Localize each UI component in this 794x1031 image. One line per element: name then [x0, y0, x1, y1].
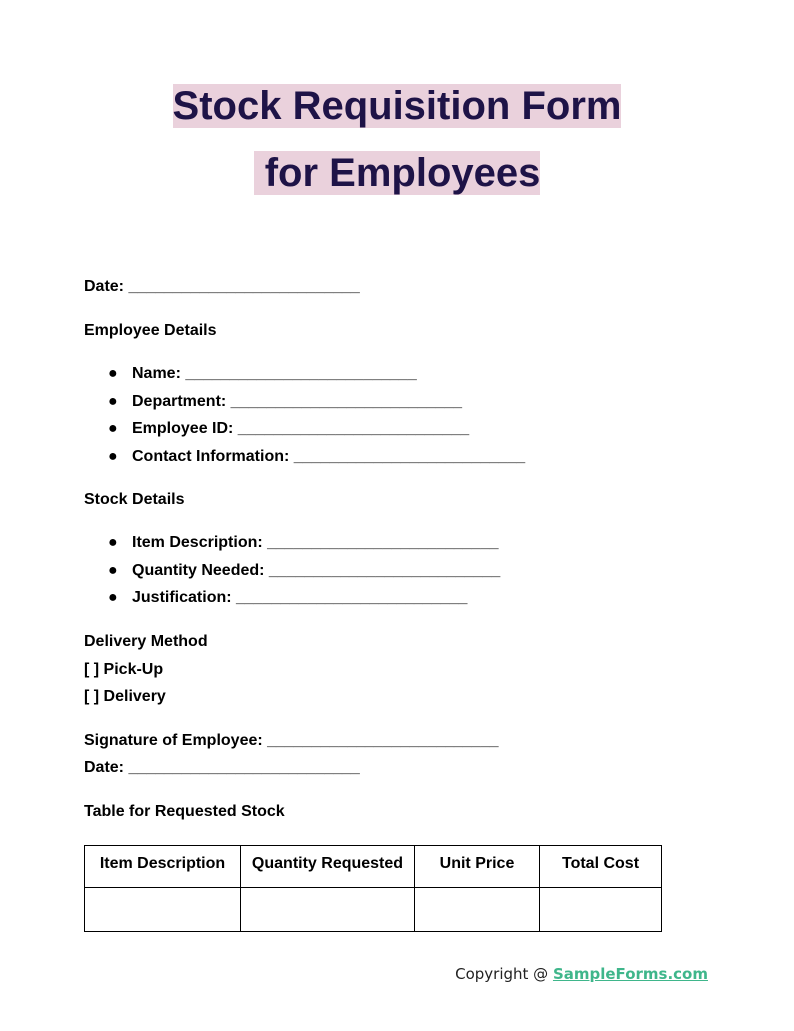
table-heading: Table for Requested Stock — [84, 803, 285, 820]
contact-information-field[interactable]: Contact Information: __________________________ — [132, 448, 526, 465]
table-cell[interactable] — [241, 888, 415, 932]
signature-field[interactable]: Signature of Employee: __________________________ — [84, 732, 499, 749]
copyright-footer — [455, 965, 708, 983]
item-description-field[interactable]: Item Description: __________________________ — [132, 534, 499, 551]
column-header: Quantity Requested — [241, 846, 415, 888]
justification-field[interactable]: Justification: __________________________ — [132, 589, 468, 606]
bullet-icon: ● — [108, 393, 118, 410]
bullet-icon: ● — [108, 448, 118, 465]
date-field-bottom[interactable]: Date: __________________________ — [84, 759, 360, 776]
column-header: Total Cost — [540, 846, 662, 888]
bullet-icon: ● — [108, 534, 118, 551]
table-cell[interactable] — [415, 888, 540, 932]
table-row — [85, 888, 662, 932]
sampleforms-link[interactable]: SampleForms.com — [552, 965, 708, 983]
quantity-needed-field[interactable]: Quantity Needed: __________________________ — [132, 562, 501, 579]
delivery-checkbox[interactable]: [ ] Delivery — [84, 688, 166, 705]
stock-details-heading: Stock Details — [84, 491, 185, 508]
column-header: Unit Price — [415, 846, 540, 888]
delivery-method-heading: Delivery Method — [84, 633, 208, 650]
employee-id-field[interactable]: Employee ID: __________________________ — [132, 420, 470, 437]
bullet-icon: ● — [108, 365, 118, 382]
table-header-row — [85, 846, 662, 888]
department-field[interactable]: Department: __________________________ — [132, 393, 463, 410]
form-title-line-1: Stock Requisition Form — [172, 84, 622, 128]
table-cell[interactable] — [85, 888, 241, 932]
name-field[interactable]: Name: __________________________ — [132, 365, 417, 382]
requested-stock-table — [84, 845, 662, 932]
column-header: Item Description — [85, 846, 241, 888]
date-field-top[interactable]: Date: __________________________ — [84, 278, 360, 295]
bullet-icon: ● — [108, 420, 118, 437]
form-title-line-2: for Employees — [253, 151, 541, 195]
pickup-checkbox[interactable]: [ ] Pick-Up — [84, 661, 164, 678]
employee-details-heading: Employee Details — [84, 322, 217, 339]
table-cell[interactable] — [540, 888, 662, 932]
copyright-text: Copyright @ — [455, 965, 553, 983]
bullet-icon: ● — [108, 589, 118, 606]
bullet-icon: ● — [108, 562, 118, 579]
